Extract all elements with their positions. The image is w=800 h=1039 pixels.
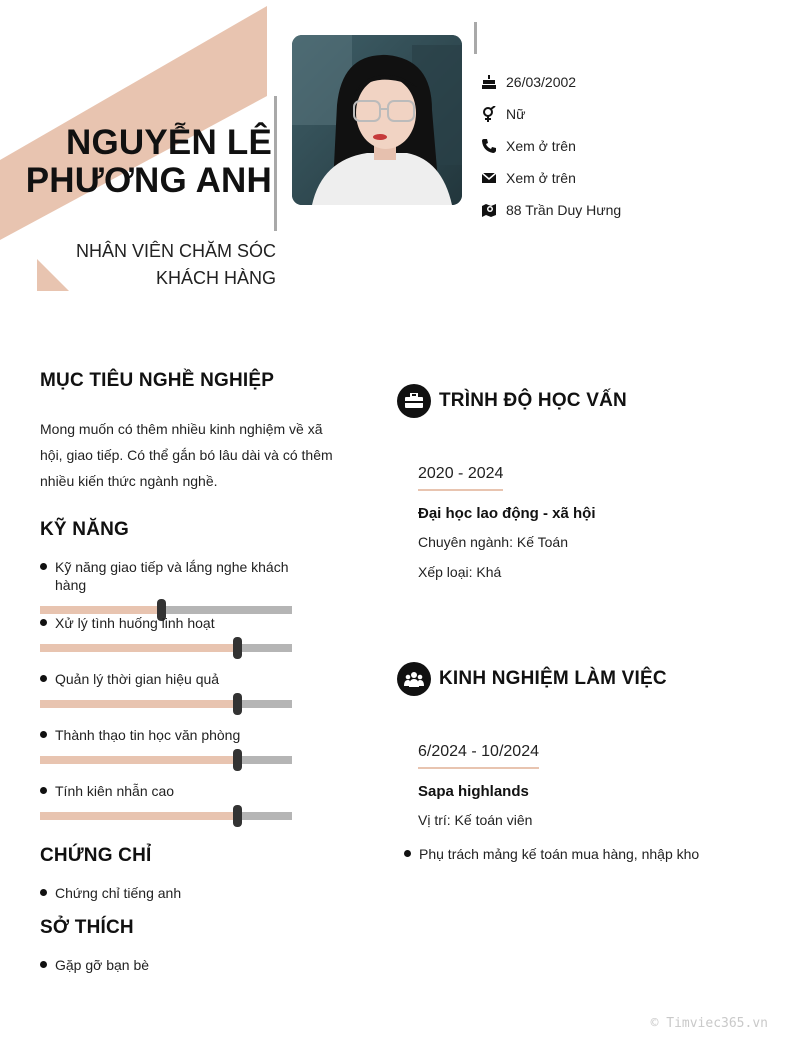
divider-bar <box>474 22 477 54</box>
skill-level-knob <box>233 805 242 827</box>
certificates-heading: CHỨNG CHỈ <box>40 845 152 866</box>
name-line-2: PHƯƠNG ANH <box>25 161 272 200</box>
map-marker-icon <box>480 201 498 219</box>
bullet-icon <box>40 961 47 968</box>
birthday-text: 26/03/2002 <box>506 74 577 90</box>
contact-info <box>480 66 780 226</box>
skill-item <box>40 726 300 764</box>
experience-position: Vị trí: Kế toán viên <box>418 812 533 828</box>
certificate-label: Chứng chỉ tiếng anh <box>55 885 182 901</box>
contact-phone <box>480 130 780 162</box>
skill-item <box>40 782 300 820</box>
skill-level-fill <box>40 606 161 614</box>
education-entry <box>418 465 596 580</box>
skill-label: Tính kiên nhẫn cao <box>55 783 175 799</box>
skill-level-knob <box>233 637 242 659</box>
experience-heading: KINH NGHIỆM LÀM VIỆC <box>439 668 667 689</box>
job-title <box>16 238 276 292</box>
skill-level-bar <box>40 700 292 708</box>
phone-icon <box>480 137 498 155</box>
divider-bar <box>274 96 277 231</box>
skill-level-fill <box>40 756 237 764</box>
skill-level-knob <box>233 693 242 715</box>
skill-item <box>40 670 300 708</box>
email-text: Xem ở trên <box>506 170 576 186</box>
bullet-icon <box>40 563 47 570</box>
envelope-icon <box>480 169 498 187</box>
team-icon <box>397 662 431 696</box>
experience-company: Sapa highlands <box>418 783 529 800</box>
candidate-name <box>26 124 272 200</box>
phone-text: Xem ở trên <box>506 138 576 154</box>
skill-level-bar <box>40 812 292 820</box>
bullet-icon <box>40 731 47 738</box>
objective-heading: MỤC TIÊU NGHỀ NGHIỆP <box>40 370 275 391</box>
hobbies-heading: SỞ THÍCH <box>40 917 134 938</box>
skill-label: Kỹ năng giao tiếp và lắng nghe khách hàng <box>55 559 289 593</box>
education-major: Chuyên ngành: Kế Toán <box>418 534 568 550</box>
gender-text: Nữ <box>506 106 526 122</box>
decorative-diagonal-band <box>0 0 270 240</box>
name-line-1: NGUYỄN LÊ <box>66 123 272 162</box>
contact-address <box>480 194 780 226</box>
bullet-icon <box>404 850 411 857</box>
experience-duty-text: Phụ trách mảng kế toán mua hàng, nhập kho <box>419 846 700 862</box>
education-rank: Xếp loại: Khá <box>418 564 502 580</box>
skill-level-bar <box>40 644 292 652</box>
skill-level-bar <box>40 756 292 764</box>
experience-entry <box>418 743 539 828</box>
gender-icon <box>480 105 498 123</box>
experience-period: 6/2024 - 10/2024 <box>418 743 539 769</box>
skill-label: Xử lý tình huống linh hoạt <box>55 615 215 631</box>
hobby-item <box>40 956 149 974</box>
contact-birthday <box>480 66 780 98</box>
education-heading: TRÌNH ĐỘ HỌC VẤN <box>439 390 627 411</box>
briefcase-icon <box>397 384 431 418</box>
watermark: © Timviec365.vn <box>650 1016 768 1031</box>
job-title-line-2: KHÁCH HÀNG <box>155 268 276 288</box>
hobby-label: Gặp gỡ bạn bè <box>55 957 150 973</box>
skill-level-fill <box>40 700 237 708</box>
objective-text <box>40 416 340 494</box>
objective-line: hội, giao tiếp. Có thể gắn bó lâu dài và có thêm <box>40 447 333 463</box>
skill-label: Thành thạo tin học văn phòng <box>55 727 241 743</box>
skill-level-fill <box>40 812 237 820</box>
experience-duty <box>404 845 784 863</box>
objective-line: nhiều kiến thức ngành nghề. <box>40 473 218 489</box>
education-header <box>397 384 627 418</box>
bullet-icon <box>40 619 47 626</box>
skill-level-bar <box>40 606 292 614</box>
bullet-icon <box>40 675 47 682</box>
experience-header <box>397 662 667 696</box>
skill-item <box>40 614 300 652</box>
contact-gender <box>480 98 780 130</box>
address-text: 88 Trần Duy Hưng <box>506 202 622 218</box>
bullet-icon <box>40 889 47 896</box>
education-period: 2020 - 2024 <box>418 465 503 491</box>
skill-item <box>40 558 300 614</box>
profile-photo <box>292 35 462 205</box>
skill-label: Quản lý thời gian hiệu quả <box>55 671 220 687</box>
certificate-item <box>40 884 181 902</box>
job-title-line-1: NHÂN VIÊN CHĂM SÓC <box>75 241 276 261</box>
contact-email <box>480 162 780 194</box>
skill-level-fill <box>40 644 237 652</box>
skill-level-knob <box>233 749 242 771</box>
skills-heading: KỸ NĂNG <box>40 519 130 540</box>
education-school: Đại học lao động - xã hội <box>418 505 596 522</box>
bullet-icon <box>40 787 47 794</box>
objective-line: Mong muốn có thêm nhiều kinh nghiệm về xã <box>40 421 323 437</box>
birthday-cake-icon <box>480 73 498 91</box>
